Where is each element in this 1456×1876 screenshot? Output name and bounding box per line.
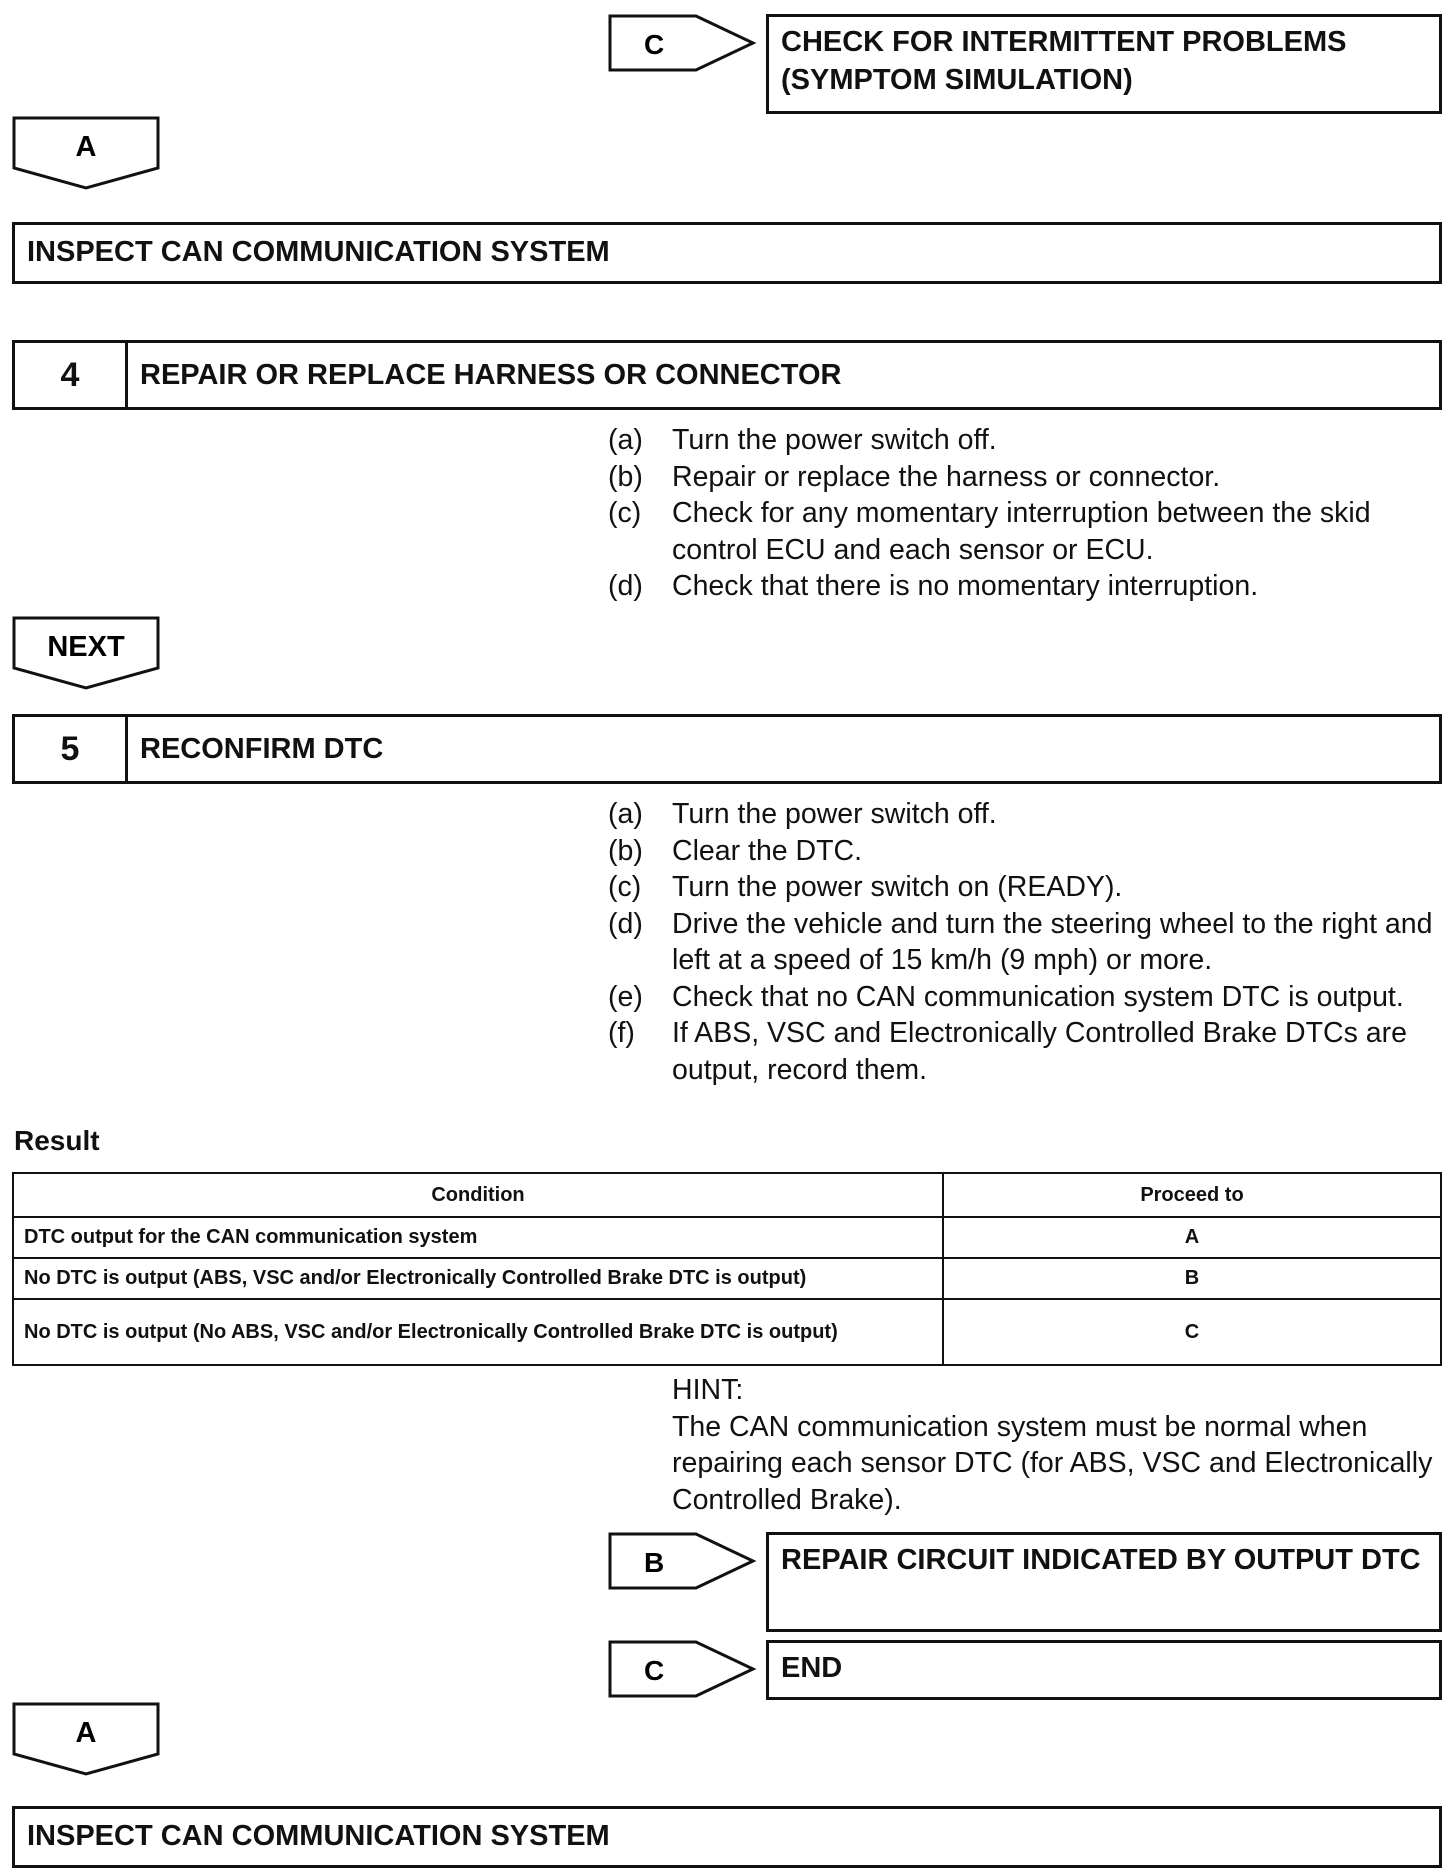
step-5-list: [608, 796, 1444, 1088]
step-4-header: [12, 340, 1442, 410]
flow-next-label: NEXT: [47, 631, 125, 663]
result-table: [12, 1172, 1442, 1366]
condition-cell: No DTC is output (No ABS, VSC and/or Electronically Controlled Brake DTC is output): [13, 1299, 943, 1365]
list-item: (b) Repair or replace the harness or connector.: [608, 460, 1221, 493]
step-5-title: RECONFIRM DTC: [140, 733, 384, 765]
hint-block: [672, 1372, 1444, 1518]
inspect-can-title-2: INSPECT CAN COMMUNICATION SYSTEM: [27, 1820, 610, 1852]
flow-a2-arrow: [12, 1702, 162, 1778]
condition-header: Condition: [13, 1173, 943, 1217]
proceed-cell: A: [943, 1217, 1441, 1258]
step-4-list: [608, 422, 1444, 605]
table-header-row: [13, 1173, 1441, 1217]
step-4-number: 4: [15, 343, 128, 407]
list-item: (b) Clear the DTC.: [608, 834, 863, 867]
list-item: (a) Turn the power switch off.: [608, 798, 997, 830]
hint-label: HINT:: [672, 1374, 744, 1406]
branch-c-end-arrow: [608, 1640, 758, 1698]
list-item: (e) Check that no CAN communication system DTC is output.: [608, 980, 1404, 1013]
inspect-can-bar: [12, 222, 1442, 284]
end-text: END: [781, 1652, 843, 1684]
list-item: (d) Drive the vehicle and turn the steering wheel to the right and left at a speed of 15 km/h (9 mph) or more.: [608, 907, 1433, 976]
list-item: (c) Check for any momentary interruption between the skid control ECU and each sensor or ECU.: [608, 497, 1371, 566]
list-item: (a) Turn the power switch off.: [608, 424, 997, 456]
end-box: [766, 1640, 1442, 1700]
flow-a2-label: A: [75, 1717, 97, 1749]
list-item: (c) Turn the power switch on (READY).: [608, 871, 1123, 903]
branch-c-arrow: [608, 14, 758, 72]
proceed-cell: B: [943, 1258, 1441, 1299]
step-5-header: [12, 714, 1442, 784]
repair-circuit-text: REPAIR CIRCUIT INDICATED BY OUTPUT DTC: [781, 1544, 1421, 1576]
flow-a-label: A: [75, 131, 97, 163]
table-row: [13, 1258, 1441, 1299]
list-item: (f) If ABS, VSC and Electronically Controlled Brake DTCs are output, record them.: [608, 1017, 1407, 1086]
branch-b-label: B: [644, 1547, 665, 1578]
step-5-number: 5: [15, 717, 128, 781]
step-4-title: REPAIR OR REPLACE HARNESS OR CONNECTOR: [140, 359, 842, 391]
proceed-cell: C: [943, 1299, 1441, 1365]
flow-a-arrow: [12, 116, 162, 192]
branch-c-end-label: C: [644, 1655, 665, 1686]
list-item: (d) Check that there is no momentary interruption.: [608, 570, 1259, 602]
condition-cell: DTC output for the CAN communication system: [13, 1217, 943, 1258]
inspect-can-title: INSPECT CAN COMMUNICATION SYSTEM: [27, 236, 610, 268]
flow-next-arrow: [12, 616, 162, 692]
intermittent-problems-box: [766, 14, 1442, 114]
repair-circuit-box: [766, 1532, 1442, 1632]
result-heading: Result: [14, 1125, 100, 1156]
table-row: [13, 1217, 1441, 1258]
branch-b-arrow: [608, 1532, 758, 1590]
hint-text: The CAN communication system must be normal when repairing each sensor DTC (for ABS, VSC and Electronically Controlled Brake).: [672, 1410, 1433, 1516]
proceed-header: Proceed to: [943, 1173, 1441, 1217]
table-row: [13, 1299, 1441, 1365]
condition-cell: No DTC is output (ABS, VSC and/or Electronically Controlled Brake DTC is output): [13, 1258, 943, 1299]
branch-c-label: C: [644, 29, 665, 60]
inspect-can-bar-2: [12, 1806, 1442, 1868]
intermittent-problems-text: CHECK FOR INTERMITTENT PROBLEMS (SYMPTOM SIMULATION): [781, 26, 1347, 96]
